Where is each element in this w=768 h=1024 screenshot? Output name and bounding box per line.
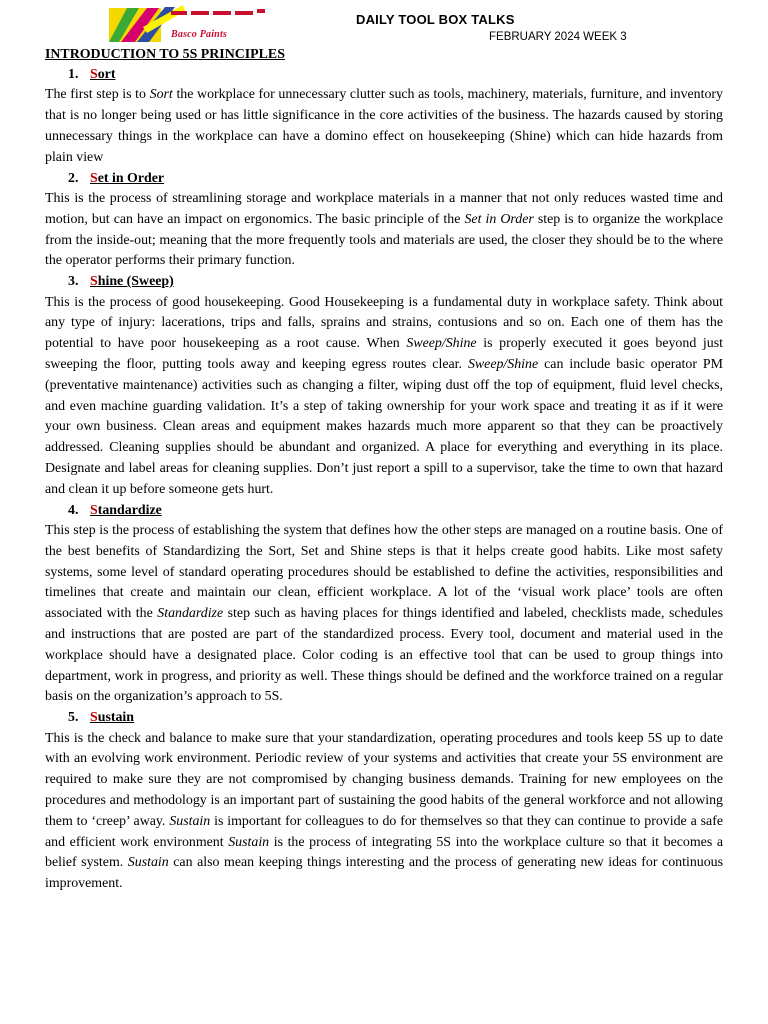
section-initial-letter: S [90,502,98,518]
section-number: 1. [68,67,79,82]
logo-wordmark: Basco Paints [171,29,228,40]
emphasized-term: Sustain [169,813,211,829]
paragraph-text: The first step is to [45,87,150,103]
section-initial-letter: S [90,274,98,290]
page-header-date: FEBRUARY 2024 WEEK 3 [489,31,627,43]
section-paragraph [45,729,723,895]
emphasized-term: Sweep/Shine [406,336,477,352]
section-heading [68,169,723,189]
section-heading [68,65,723,85]
paragraph-text: This is the process of good housekeeping. Good Housekeeping is a fundamental duty in workplace safety. Think about any type of injury: lacerations, trips and falls, sprains and strains, contusions and so on. Each one of them has the potential to have poor housekeeping as a root cause. When [45,294,723,352]
paragraph-text: the workplace for unnecessary clutter such as tools, machinery, materials, furniture, and inventory that is no longer being used or has little significance in the core activities of the business. The hazards caused by storing unnecessary things in the workplace can have a domino effect on housekeeping (Shine) which can hide hazards from plain view [45,87,723,165]
paragraph-text: This is the process of streamlining storage and workplace materials in a manner that not only reduces wasted time and motion, but can have an impact on ergonomics. The basic principle of the [45,191,723,227]
emphasized-term: Standardize [157,606,224,622]
paragraph-text: is the process of integrating 5S into the workplace culture so that it becomes a belief system. [45,834,723,871]
paragraph-text: can include basic operator PM (preventative maintenance) activities such as changing a filter, wiping dust off the top of equipment, fluid level checks, and even machine guarding validation. It’s a step of taking ownership for your work space and treating it as if it were your own business. Clean areas and equipment makes hazards much more apparent so that they can be proactively addressed. Cleaning supplies should be abundant and organized. A place for everything and everything in its place. Designate and label areas for cleaning supplies. Don’t just report a spill to a supervisor, take the time to own that hazard and clean it up before someone gets hurt. [45,356,723,497]
paragraph-text: This step is the process of establishing the system that defines how the other steps are managed on a routine basis. One of the best benefits of Standardizing the Sort, Set and Shine steps is that it helps create good habits. Like most safety systems, some level of standard operating procedures should be established to define the activities, responsibilities and timelines that create and maintain our clean, efficient workplace. A lot of the ‘visual work place’ tools are often associated with the [45,522,723,622]
paragraph-text: is important for colleagues to do for themselves so that they can continue to provide a safe and efficient work environment [45,813,723,850]
document-title: INTRODUCTION TO 5S PRINCIPLES [45,47,285,62]
section-heading-text: hine (Sweep) [97,274,174,290]
company-logo [109,5,285,45]
section-paragraph [45,85,723,168]
section-initial-letter: S [90,67,98,82]
section-paragraph [45,293,723,501]
document-body [45,45,723,895]
section-heading [68,501,723,521]
paragraph-text: step is to organize the workplace from the inside-out; meaning that the more frequently tools and materials are used, the closer they should be to the where the operator performs their primary function. [45,211,723,269]
section-paragraph [45,521,723,708]
paragraph-text: can also mean keeping things interesting and the process of generating new ideas for continuous improvement. [45,855,724,892]
page-header-title: DAILY TOOL BOX TALKS [356,12,515,27]
section-initial-letter: S [90,170,98,186]
paragraph-text: This is the check and balance to make sure that your standardization, operating procedures and tools keep 5S up to date with an evolving work environment. Periodic review of your systems and activities that create your 5S environment are required to make sure they are not compromised by changing business demands. Training for new employees on the procedures and methodology is an important part of sustaining the good habits of the general workforce and not allowing them to ‘creep’ away. [45,730,723,829]
section-heading-text: tandardize [97,502,162,518]
emphasized-term: Set in Order [464,211,534,227]
section-heading [68,272,723,292]
sections-container [45,65,723,895]
paragraph-text: is properly executed it goes beyond just sweeping the floor, putting tools away and keeping egress routes clear. [45,336,723,372]
emphasized-term: Sustain [228,834,270,850]
emphasized-term: Sort [149,87,173,103]
section-heading-text: ort [97,67,116,82]
section-paragraph [45,189,723,272]
paragraph-text: step such as having places for things identified and labeled, checklists made, schedules and instructions that are posted are part of the standardized process. Every tool, document and material used in the workplace should have a designated place. Color coding is an effective tool that can be used to group things into department, work in progress, and priority as well. These things should be defined and the workforce trained on a regular basis on the organization’s approach to 5S. [45,606,724,705]
section-number: 4. [68,502,79,518]
section-initial-letter: S [90,710,98,726]
emphasized-term: Sustain [127,855,169,871]
emphasized-term: Sweep/Shine [467,356,539,372]
section-heading [68,708,723,728]
section-number: 5. [68,710,79,726]
section-number: 2. [68,170,79,186]
section-number: 3. [68,274,79,290]
section-heading-text: ustain [97,710,135,726]
section-heading-text: et in Order [97,170,165,186]
